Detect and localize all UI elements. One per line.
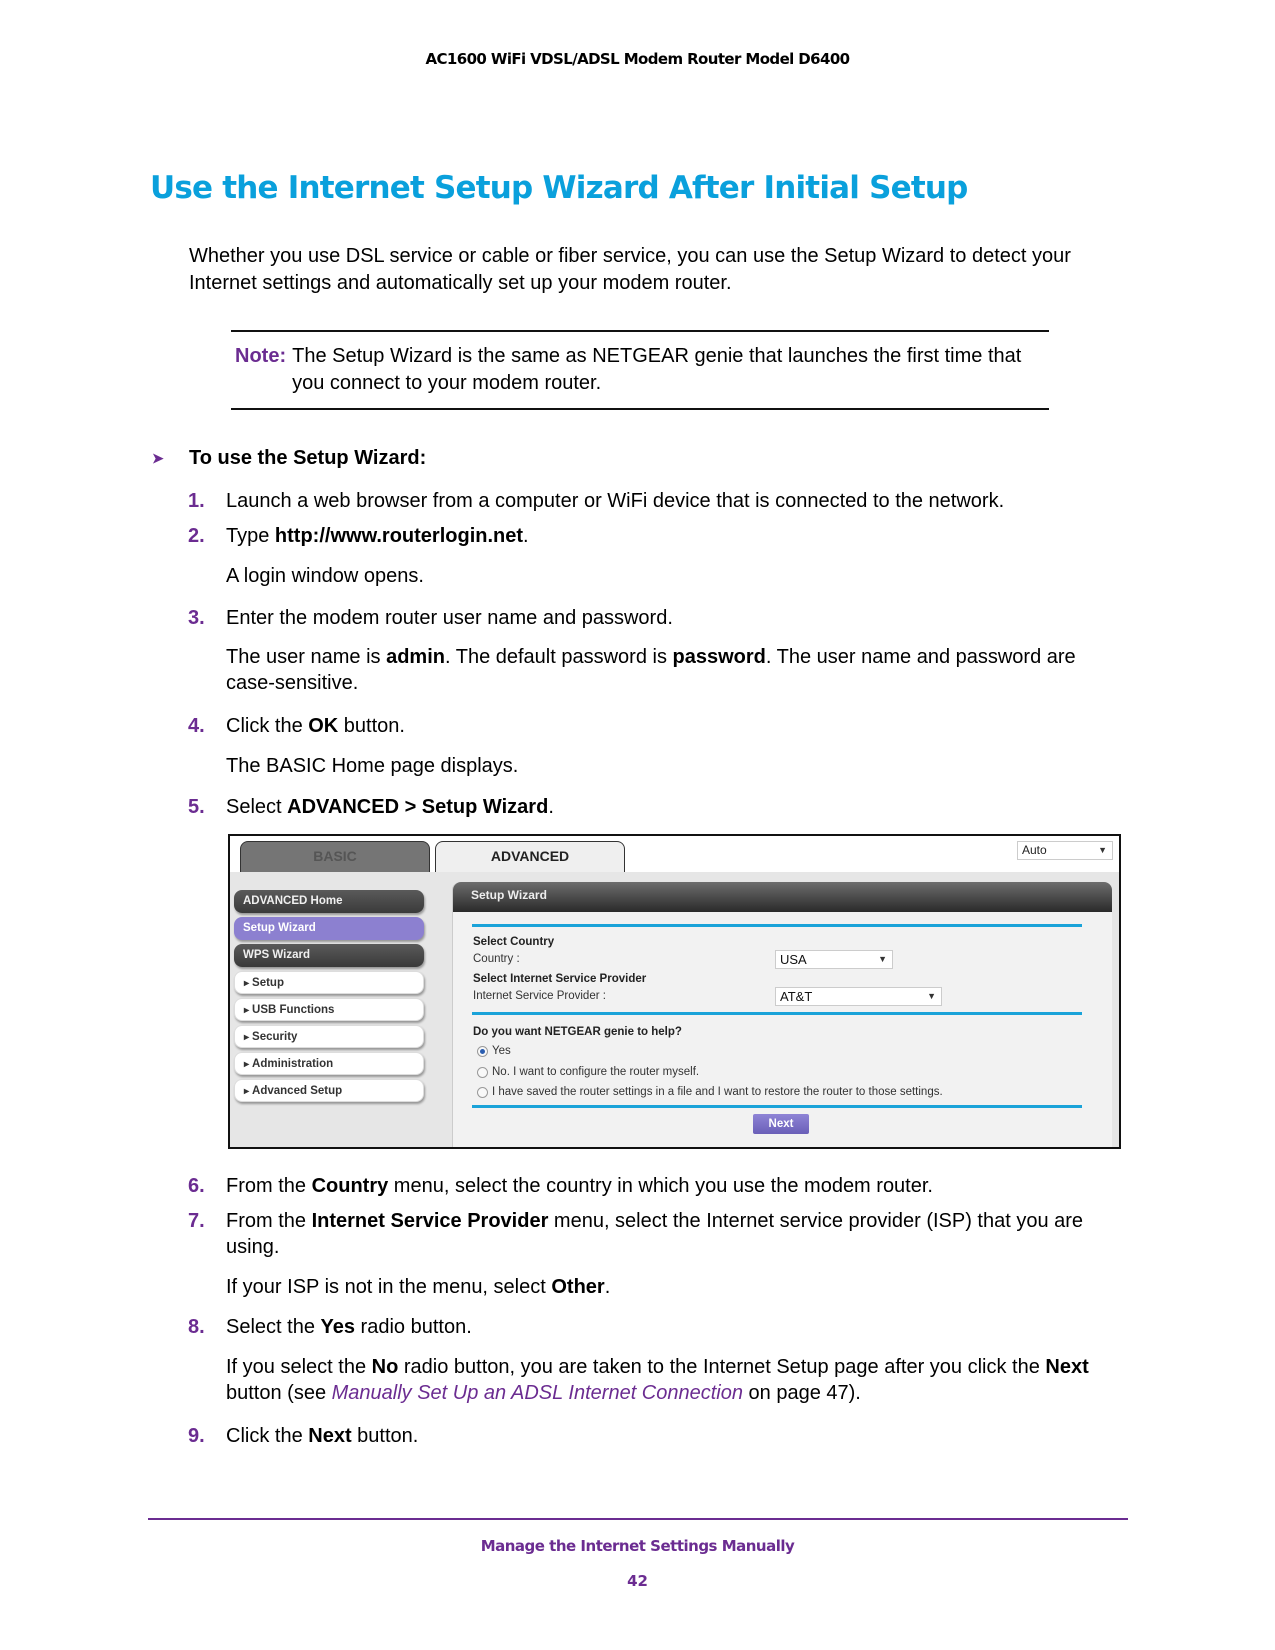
step-text: Select the Yes radio button. — [226, 1316, 472, 1338]
setup-wizard-panel — [452, 882, 1112, 1149]
step-text: From the Country menu, select the country in which you use the modem router. — [226, 1175, 933, 1197]
step-number: 9. — [188, 1425, 205, 1447]
router-ui-screenshot — [228, 834, 1121, 1149]
procedure-heading — [152, 447, 426, 470]
tab-advanced[interactable]: ADVANCED — [435, 841, 625, 872]
divider — [472, 1105, 1082, 1108]
step-3-detail: The user name is admin. The default password is password. The user name and password are case-sensitive. — [226, 646, 1076, 694]
radio-yes[interactable]: Yes — [477, 1045, 511, 1057]
step-6 — [188, 1173, 1138, 1199]
url-text: http://www.routerlogin.net — [274, 525, 524, 547]
language-select[interactable]: Auto ▼ — [1017, 841, 1113, 860]
step-1 — [188, 488, 1138, 514]
step-text: From the Internet Service Provider menu, select the Internet service provider (ISP) that you are using. — [226, 1210, 1084, 1258]
step-number: 6. — [188, 1175, 205, 1197]
select-country-heading: Select Country — [473, 936, 555, 948]
step-7-detail: If your ISP is not in the menu, select Other. — [226, 1276, 611, 1298]
step-3 — [188, 605, 1138, 631]
procedure-heading-text: To use the Setup Wizard: — [189, 447, 427, 469]
step-text: Enter the modem router user name and password. — [226, 607, 673, 629]
nav-advanced-home[interactable]: ADVANCED Home — [234, 890, 424, 913]
radio-selected-icon[interactable] — [477, 1046, 488, 1057]
step-text: Select ADVANCED > Setup Wizard. — [226, 796, 554, 818]
step-number: 3. — [188, 607, 205, 629]
next-button[interactable]: Next — [753, 1114, 809, 1134]
genie-question: Do you want NETGEAR genie to help? — [473, 1026, 682, 1038]
chevron-down-icon: ▼ — [878, 954, 887, 964]
step-text: Click the Next button. — [226, 1425, 419, 1447]
chevron-down-icon: ▼ — [927, 991, 936, 1001]
country-label: Country : — [473, 953, 520, 965]
isp-select[interactable]: AT&T ▼ — [775, 987, 942, 1006]
nav-setup[interactable]: ▸ Setup — [234, 971, 424, 994]
radio-unselected-icon[interactable] — [477, 1087, 488, 1098]
step-number: 5. — [188, 796, 205, 818]
divider — [472, 924, 1082, 927]
nav-advanced-setup[interactable]: ▸ Advanced Setup — [234, 1079, 424, 1102]
chevron-down-icon: ▼ — [1098, 845, 1107, 855]
step-7 — [188, 1208, 1138, 1260]
step-text: Click the OK button. — [226, 715, 405, 737]
isp-label: Internet Service Provider : — [473, 990, 606, 1002]
nav-administration[interactable]: ▸ Administration — [234, 1052, 424, 1075]
nav-setup-wizard[interactable]: Setup Wizard — [234, 917, 424, 940]
note-box — [231, 330, 1049, 410]
page-number: 42 — [627, 1572, 648, 1590]
running-header: AC1600 WiFi VDSL/ADSL Modem Router Model D6400 — [425, 50, 850, 68]
step-2 — [188, 523, 1138, 549]
country-select[interactable]: USA ▼ — [775, 950, 893, 969]
nav-usb-functions[interactable]: ▸ USB Functions — [234, 998, 424, 1021]
step-2-result: A login window opens. — [226, 565, 424, 587]
radio-unselected-icon[interactable] — [477, 1067, 488, 1078]
step-8 — [188, 1314, 1138, 1340]
arrow-bullet-icon: ➤ — [152, 450, 164, 466]
nav-wps-wizard[interactable]: WPS Wizard — [234, 944, 424, 967]
step-9 — [188, 1423, 1138, 1449]
tab-basic[interactable]: BASIC — [240, 841, 430, 872]
step-text: Launch a web browser from a computer or WiFi device that is connected to the network. — [226, 490, 1005, 512]
cross-reference-link[interactable]: Manually Set Up an ADSL Internet Connection — [331, 1382, 743, 1404]
sidebar-nav — [234, 890, 424, 1106]
step-number: 8. — [188, 1316, 205, 1338]
step-number: 2. — [188, 525, 205, 547]
step-5 — [188, 794, 1138, 820]
note-text: The Setup Wizard is the same as NETGEAR genie that launches the first time that you connect to your modem router. — [292, 345, 1022, 394]
radio-no[interactable]: No. I want to configure the router myself. — [477, 1066, 699, 1078]
panel-title: Setup Wizard — [453, 882, 1112, 912]
radio-restore[interactable]: I have saved the router settings in a file and I want to restore the router to those settings. — [477, 1086, 943, 1098]
footer-divider — [148, 1518, 1128, 1520]
step-number: 1. — [188, 490, 205, 512]
step-4 — [188, 713, 1138, 739]
nav-security[interactable]: ▸ Security — [234, 1025, 424, 1048]
intro-paragraph: Whether you use DSL service or cable or fiber service, you can use the Setup Wizard to detect your Internet settings and automatically set up your modem router. — [189, 245, 1071, 294]
step-number: 7. — [188, 1210, 205, 1232]
divider — [472, 1012, 1082, 1015]
step-text: Type http://www.routerlogin.net. — [226, 525, 529, 547]
note-label: Note: — [235, 345, 287, 367]
step-4-result: The BASIC Home page displays. — [226, 755, 519, 777]
footer-chapter: Manage the Internet Settings Manually — [480, 1537, 795, 1555]
page-title: Use the Internet Setup Wizard After Initial Setup — [150, 170, 968, 206]
step-number: 4. — [188, 715, 205, 737]
step-8-detail: If you select the No radio button, you are taken to the Internet Setup page after you click the Next button (see Manually Set Up an ADSL Internet Connection on page 47). — [226, 1356, 1089, 1404]
select-isp-heading: Select Internet Service Provider — [473, 973, 647, 985]
